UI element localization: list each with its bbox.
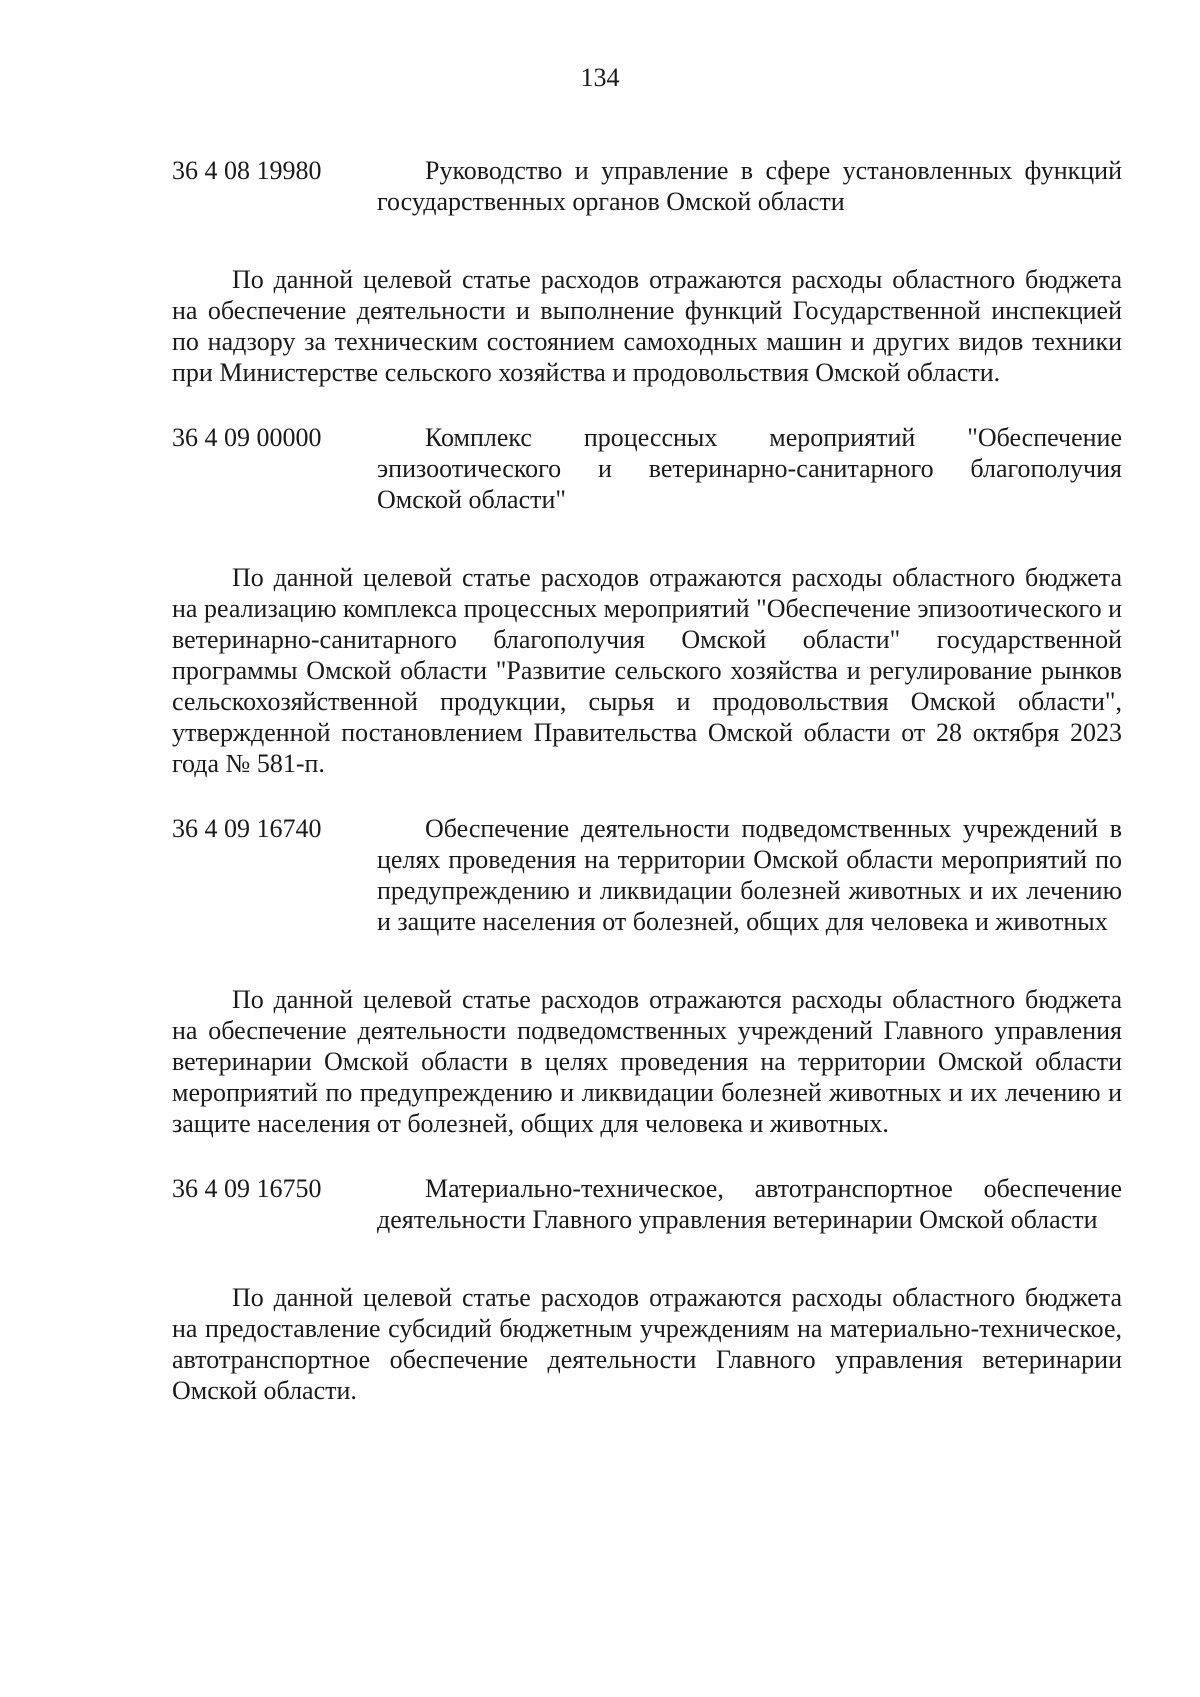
budget-entry-title: Материально-техническое, автотранспортное обеспечение деятельности Главного управления ветеринарии Омской области: [377, 1174, 1122, 1234]
budget-entry-header: [172, 1173, 1122, 1235]
budget-code: 36 4 08 19980: [172, 156, 322, 185]
budget-entry-title: Руководство и управление в сфере установленных функций государственных органов Омской области: [377, 156, 1122, 216]
page-number: 134: [580, 63, 620, 92]
budget-entry-header: [172, 813, 1122, 937]
budget-entry-description: По данной целевой статье расходов отражаются расходы областного бюджета на обеспечение деятельности и выполнение функций Государственной инспекцией по надзору за техническим состоянием самоходных машин и других видов техники при Министерстве сельского хозяйства и продовольствия Омской области.: [172, 265, 1122, 387]
budget-entry-description: По данной целевой статье расходов отражаются расходы областного бюджета на обеспечение деятельности подведомственных учреждений Главного управления ветеринарии Омской области в целях проведения на территории Омской области мероприятий по предупреждению и ликвидации болезней животных и их лечению и защите населения от болезней, общих для человека и животных.: [172, 985, 1122, 1138]
budget-entry-header: [172, 155, 1122, 217]
budget-entry-title: Обеспечение деятельности подведомственных учреждений в целях проведения на территории Омской области мероприятий по предупреждению и ликвидации болезней животных и их лечению и защите населения от болезней, общих для человека и животных: [377, 814, 1122, 936]
budget-entry-description: По данной целевой статье расходов отражаются расходы областного бюджета на реализацию комплекса процессных мероприятий "Обеспечение эпизоотического и ветеринарно-санитарного благополучия Омской области" государственной программы Омской области "Развитие сельского хозяйства и регулирование рынков сельскохозяйственной продукции, сырья и продовольствия Омской области", утвержденной постановлением Правительства Омской области от 28 октября 2023 года № 581-п.: [172, 563, 1122, 778]
document-body: [172, 155, 1122, 1406]
budget-entry-description: По данной целевой статье расходов отражаются расходы областного бюджета на предоставление субсидий бюджетным учреждениям на материально-техническое, автотранспортное обеспечение деятельности Главного управления ветеринарии Омской области.: [172, 1283, 1122, 1405]
budget-entry-title: Комплекс процессных мероприятий "Обеспечение эпизоотического и ветеринарно-санитарного благополучия Омской области": [377, 423, 1122, 514]
budget-code: 36 4 09 00000: [172, 423, 322, 452]
budget-entry-header: [172, 422, 1122, 515]
budget-code: 36 4 09 16750: [172, 1174, 322, 1203]
budget-code: 36 4 09 16740: [172, 814, 322, 843]
